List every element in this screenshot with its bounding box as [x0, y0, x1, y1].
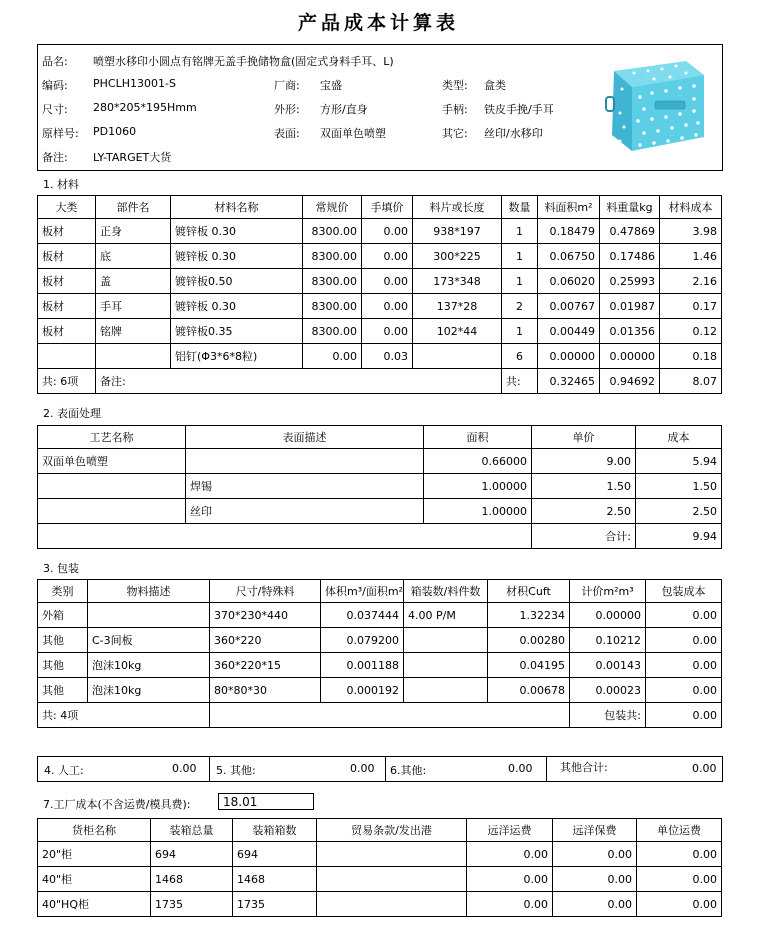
shipping-cell — [317, 867, 467, 892]
materials-cell: 底 — [96, 244, 171, 269]
other5-label: 5. 其他: — [216, 764, 256, 777]
shipping-cell: 0.00 — [467, 842, 553, 867]
packing-header-cell: 类别 — [38, 580, 88, 603]
shipping-cell: 0.00 — [637, 867, 722, 892]
materials-header-cell: 材料成本 — [660, 196, 722, 219]
packing-sum-label: 包装共: — [570, 703, 646, 728]
product-info-panel — [37, 44, 723, 171]
surface-cell: 0.66000 — [424, 449, 532, 474]
factory-label: 厂商: — [274, 79, 300, 92]
shipping-header-cell: 远洋保费 — [553, 819, 637, 842]
shipping-cell: 40"HQ柜 — [38, 892, 151, 917]
packing-cell: 0.00 — [646, 603, 722, 628]
materials-cell: 镀锌板 0.30 — [171, 294, 303, 319]
packing-cell: 0.037444 — [321, 603, 404, 628]
materials-cell: 0.01987 — [600, 294, 660, 319]
materials-cell: 3.98 — [660, 219, 722, 244]
shipping-cell: 0.00 — [637, 892, 722, 917]
shipping-cell: 1468 — [151, 867, 233, 892]
materials-cell: 1 — [502, 269, 538, 294]
surface-cell: 1.50 — [532, 474, 636, 499]
packing-cell: 360*220 — [210, 628, 321, 653]
shipping-cell: 1735 — [151, 892, 233, 917]
surface-cell: 1.50 — [636, 474, 722, 499]
packing-cell: 4.00 P/M — [404, 603, 488, 628]
shipping-row — [38, 842, 722, 867]
materials-cell: 0.00 — [303, 344, 362, 369]
shipping-header-cell: 远洋运费 — [467, 819, 553, 842]
other6-label: 6.其他: — [390, 764, 427, 777]
packing-header-cell: 材积Cuft — [488, 580, 570, 603]
surface-value: 双面单色喷塑 — [320, 127, 386, 140]
materials-cell: 盖 — [96, 269, 171, 294]
packing-cell — [404, 678, 488, 703]
materials-row — [38, 244, 722, 269]
packing-cell: 其他 — [38, 653, 88, 678]
materials-cell: 0.00767 — [538, 294, 600, 319]
materials-header-cell: 部件名 — [96, 196, 171, 219]
materials-cell: 8300.00 — [303, 244, 362, 269]
surface-cell: 1.00000 — [424, 474, 532, 499]
materials-header-cell: 数量 — [502, 196, 538, 219]
materials-cell: 0.17486 — [600, 244, 660, 269]
materials-sum-cost: 8.07 — [660, 369, 722, 394]
shipping-cell: 1735 — [233, 892, 317, 917]
materials-cell: 正身 — [96, 219, 171, 244]
materials-cell: 0.01356 — [600, 319, 660, 344]
materials-cell: 0.00 — [362, 319, 413, 344]
materials-cell: 102*44 — [413, 319, 502, 344]
materials-section-title: 1. 材料 — [43, 178, 79, 191]
surface-row — [38, 449, 722, 474]
orig-value: PD1060 — [93, 125, 137, 138]
size-label: 尺寸: — [42, 103, 68, 116]
handle-value: 铁皮手挽/手耳 — [484, 103, 554, 116]
materials-cell: 8300.00 — [303, 319, 362, 344]
packing-cell: 80*80*30 — [210, 678, 321, 703]
other5-value: 0.00 — [350, 762, 375, 775]
packing-cell: 其他 — [38, 628, 88, 653]
packing-table — [37, 579, 722, 728]
packing-cell — [404, 653, 488, 678]
labor-value: 0.00 — [172, 762, 197, 775]
packing-row — [38, 678, 722, 703]
materials-header-row — [38, 196, 722, 219]
materials-cell: 300*225 — [413, 244, 502, 269]
surface-header-row — [38, 426, 722, 449]
materials-row — [38, 344, 722, 369]
surface-label: 表面: — [274, 127, 300, 140]
materials-cell: 板材 — [38, 219, 96, 244]
other-total-label: 其他合计: — [560, 761, 608, 774]
materials-cell: 8300.00 — [303, 269, 362, 294]
packing-header-cell: 尺寸/特殊料 — [210, 580, 321, 603]
shipping-cell: 0.00 — [553, 867, 637, 892]
packing-cell — [88, 603, 210, 628]
page-title: 产品成本计算表 — [297, 12, 459, 34]
packing-cell — [404, 628, 488, 653]
materials-cell: 镀锌板 0.30 — [171, 219, 303, 244]
materials-cell: 938*197 — [413, 219, 502, 244]
materials-sum-label: 共: — [502, 369, 538, 394]
packing-section-title: 3. 包装 — [43, 562, 79, 575]
surface-cell — [186, 449, 424, 474]
factory-cost-label: 7.工厂成本(不含运费/模具费): — [43, 798, 191, 811]
materials-row — [38, 269, 722, 294]
surface-cell: 1.00000 — [424, 499, 532, 524]
code-label: 编码: — [42, 79, 68, 92]
materials-cell — [38, 344, 96, 369]
packing-row — [38, 653, 722, 678]
materials-cell: 板材 — [38, 269, 96, 294]
surface-row — [38, 499, 722, 524]
packing-sum: 0.00 — [646, 703, 722, 728]
remark-label: 备注: — [42, 151, 68, 164]
materials-cell: 0.06020 — [538, 269, 600, 294]
packing-row — [38, 603, 722, 628]
packing-cell: 0.00 — [646, 628, 722, 653]
materials-header-cell: 手填价 — [362, 196, 413, 219]
remark-value: LY-TARGET大货 — [93, 151, 172, 164]
packing-cell: 0.00000 — [570, 603, 646, 628]
packing-cell: 泡沫10kg — [88, 653, 210, 678]
surface-row — [38, 474, 722, 499]
product-name-label: 品名: — [42, 55, 68, 68]
materials-sum-weight: 0.94692 — [600, 369, 660, 394]
materials-cell: 0.00 — [362, 294, 413, 319]
surface-total: 9.94 — [636, 524, 722, 549]
shipping-cell — [317, 842, 467, 867]
materials-cell: 1 — [502, 319, 538, 344]
surface-header-cell: 单价 — [532, 426, 636, 449]
surface-header-cell: 面积 — [424, 426, 532, 449]
materials-cell — [413, 344, 502, 369]
materials-row — [38, 219, 722, 244]
materials-cell: 0.00 — [362, 244, 413, 269]
materials-row — [38, 294, 722, 319]
materials-header-cell: 大类 — [38, 196, 96, 219]
materials-cell: 0.06750 — [538, 244, 600, 269]
surface-header-cell: 成本 — [636, 426, 722, 449]
shipping-header-cell: 贸易条款/发出港 — [317, 819, 467, 842]
materials-cell: 0.25993 — [600, 269, 660, 294]
type-label: 类型: — [442, 79, 468, 92]
materials-header-cell: 常规价 — [303, 196, 362, 219]
packing-header-cell: 箱装数/料件数 — [404, 580, 488, 603]
materials-cell: 板材 — [38, 319, 96, 344]
materials-cell: 0.00 — [362, 219, 413, 244]
packing-cell: 泡沫10kg — [88, 678, 210, 703]
orig-label: 原样号: — [42, 127, 79, 140]
packing-header-row — [38, 580, 722, 603]
packing-cell: 370*230*440 — [210, 603, 321, 628]
code-value: PHCLH13001-S — [93, 77, 176, 90]
packing-cell: 0.00 — [646, 653, 722, 678]
packing-cell: 0.00143 — [570, 653, 646, 678]
product-photo — [600, 53, 712, 157]
materials-cell: 0.47869 — [600, 219, 660, 244]
packing-header-cell: 体积m³/面积m² — [321, 580, 404, 603]
materials-cell: 0.00 — [362, 269, 413, 294]
shipping-header-cell: 货柜名称 — [38, 819, 151, 842]
shipping-header-cell: 装箱总量 — [151, 819, 233, 842]
materials-cell: 6 — [502, 344, 538, 369]
shape-label: 外形: — [274, 103, 300, 116]
shipping-cell: 0.00 — [467, 892, 553, 917]
materials-cell: 0.18 — [660, 344, 722, 369]
packing-cell: 0.00678 — [488, 678, 570, 703]
packing-cell: 0.00280 — [488, 628, 570, 653]
surface-total-label: 合计: — [532, 524, 636, 549]
packing-cell: 0.001188 — [321, 653, 404, 678]
packing-header-cell: 包装成本 — [646, 580, 722, 603]
materials-cell: 2.16 — [660, 269, 722, 294]
surface-cell: 2.50 — [636, 499, 722, 524]
materials-cell: 0.00000 — [600, 344, 660, 369]
shipping-cell: 40"柜 — [38, 867, 151, 892]
packing-total-row — [38, 703, 722, 728]
packing-header-cell: 物料描述 — [88, 580, 210, 603]
shape-value: 方形/直身 — [320, 103, 368, 116]
surface-cell — [38, 474, 186, 499]
shipping-cell: 0.00 — [553, 842, 637, 867]
packing-cell: 0.00 — [646, 678, 722, 703]
materials-header-cell: 料面积m² — [538, 196, 600, 219]
materials-cell — [96, 344, 171, 369]
surface-cell: 5.94 — [636, 449, 722, 474]
materials-table — [37, 195, 722, 394]
packing-cell: 0.000192 — [321, 678, 404, 703]
shipping-cell: 0.00 — [553, 892, 637, 917]
packing-cell: 0.10212 — [570, 628, 646, 653]
other-value: 丝印/水移印 — [484, 127, 543, 140]
shipping-row — [38, 867, 722, 892]
packing-count: 共: 4项 — [38, 703, 210, 728]
materials-cell: 0.17 — [660, 294, 722, 319]
packing-cell: 0.00023 — [570, 678, 646, 703]
packing-cell: 0.079200 — [321, 628, 404, 653]
materials-count: 共: 6项 — [38, 369, 96, 394]
labor-label: 4. 人工: — [44, 764, 84, 777]
materials-cell: 镀锌板0.35 — [171, 319, 303, 344]
packing-header-cell: 计价m²m³ — [570, 580, 646, 603]
materials-cell: 板材 — [38, 244, 96, 269]
materials-cell: 2 — [502, 294, 538, 319]
shipping-row — [38, 892, 722, 917]
type-value: 盒类 — [484, 79, 506, 92]
surface-section-title: 2. 表面处理 — [43, 407, 101, 420]
packing-cell: 其他 — [38, 678, 88, 703]
materials-remark: 备注: — [96, 369, 502, 394]
product-name: 喷塑水移印小圆点有铭牌无盖手挽储物盒(固定式身料手耳、L) — [93, 55, 394, 68]
shipping-cell — [317, 892, 467, 917]
other-label: 其它: — [442, 127, 468, 140]
materials-cell: 板材 — [38, 294, 96, 319]
materials-cell: 8300.00 — [303, 294, 362, 319]
materials-cell: 1 — [502, 219, 538, 244]
materials-row — [38, 319, 722, 344]
materials-cell: 铝钉(Φ3*6*8粒) — [171, 344, 303, 369]
materials-cell: 镀锌板0.50 — [171, 269, 303, 294]
misc-cost-row — [37, 756, 723, 782]
factory-cost-value: 18.01 — [218, 793, 314, 810]
materials-cell: 1.46 — [660, 244, 722, 269]
materials-cell: 0.03 — [362, 344, 413, 369]
materials-cell: 铭牌 — [96, 319, 171, 344]
materials-sum-area: 0.32465 — [538, 369, 600, 394]
packing-cell: 360*220*15 — [210, 653, 321, 678]
surface-cell — [38, 499, 186, 524]
shipping-header-row — [38, 819, 722, 842]
materials-header-cell: 料片或长度 — [413, 196, 502, 219]
shipping-table — [37, 818, 722, 917]
surface-cell: 9.00 — [532, 449, 636, 474]
size-value: 280*205*195Hmm — [93, 101, 197, 114]
packing-cell: 1.32234 — [488, 603, 570, 628]
surface-cell: 丝印 — [186, 499, 424, 524]
materials-cell: 0.00000 — [538, 344, 600, 369]
other6-value: 0.00 — [508, 762, 533, 775]
packing-cell: C-3间板 — [88, 628, 210, 653]
surface-header-cell: 表面描述 — [186, 426, 424, 449]
surface-table — [37, 425, 722, 549]
materials-cell: 8300.00 — [303, 219, 362, 244]
packing-cell: 0.04195 — [488, 653, 570, 678]
shipping-cell: 0.00 — [467, 867, 553, 892]
materials-cell: 0.12 — [660, 319, 722, 344]
packing-row — [38, 628, 722, 653]
shipping-header-cell: 单位运费 — [637, 819, 722, 842]
materials-cell: 173*348 — [413, 269, 502, 294]
materials-cell: 0.18479 — [538, 219, 600, 244]
materials-cell: 手耳 — [96, 294, 171, 319]
surface-total-row — [38, 524, 722, 549]
materials-cell: 1 — [502, 244, 538, 269]
shipping-cell: 20"柜 — [38, 842, 151, 867]
surface-cell: 双面单色喷塑 — [38, 449, 186, 474]
shipping-header-cell: 装箱箱数 — [233, 819, 317, 842]
surface-header-cell: 工艺名称 — [38, 426, 186, 449]
materials-cell: 0.00449 — [538, 319, 600, 344]
surface-cell: 焊锡 — [186, 474, 424, 499]
other-total-value: 0.00 — [692, 762, 717, 775]
surface-cell: 2.50 — [532, 499, 636, 524]
handle-label: 手柄: — [442, 103, 468, 116]
materials-header-cell: 料重量kg — [600, 196, 660, 219]
shipping-cell: 694 — [233, 842, 317, 867]
materials-header-cell: 材料名称 — [171, 196, 303, 219]
shipping-cell: 0.00 — [637, 842, 722, 867]
materials-cell: 镀锌板 0.30 — [171, 244, 303, 269]
factory-value: 宝盛 — [320, 79, 342, 92]
shipping-cell: 694 — [151, 842, 233, 867]
materials-cell: 137*28 — [413, 294, 502, 319]
materials-total-row — [38, 369, 722, 394]
packing-cell: 外箱 — [38, 603, 88, 628]
shipping-cell: 1468 — [233, 867, 317, 892]
